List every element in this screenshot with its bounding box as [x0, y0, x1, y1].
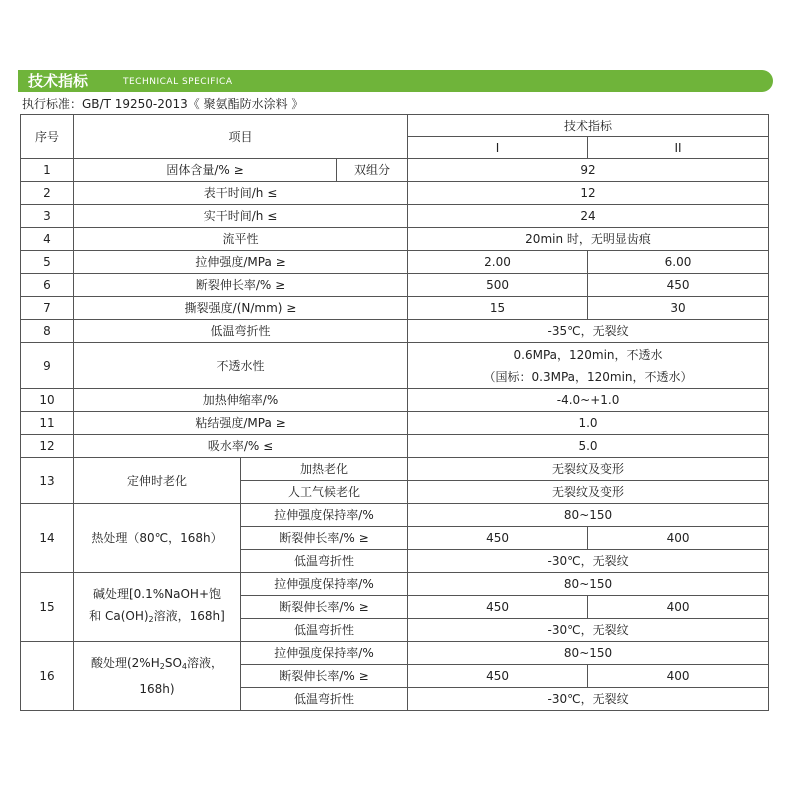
row-value: -30℃，无裂纹 — [408, 619, 769, 642]
row-item-line-2 — [74, 605, 240, 631]
row-no: 11 — [21, 412, 74, 435]
table-row — [21, 274, 769, 297]
row-no: 9 — [21, 343, 74, 389]
row-no: 8 — [21, 320, 74, 343]
row-value: 12 — [408, 182, 769, 205]
table-row — [21, 642, 769, 665]
row-no: 12 — [21, 435, 74, 458]
row-item: 断裂伸长率/% ≥ — [74, 274, 408, 297]
row-subitem: 人工气候老化 — [241, 481, 408, 504]
row-no: 13 — [21, 458, 74, 504]
row-subitem: 加热老化 — [241, 458, 408, 481]
row-value: 20min 时，无明显齿痕 — [408, 228, 769, 251]
row-item — [74, 642, 241, 711]
table-row — [21, 251, 769, 274]
row-value: -35℃，无裂纹 — [408, 320, 769, 343]
standard-line: 执行标准：GB/T 19250-2013《 聚氨酯防水涂料 》 — [22, 97, 304, 111]
row-no: 7 — [21, 297, 74, 320]
row-value: 80~150 — [408, 573, 769, 596]
row-value: 80~150 — [408, 642, 769, 665]
row-subitem: 断裂伸长率/% ≥ — [241, 527, 408, 550]
row-no: 14 — [21, 504, 74, 573]
row-item: 表干时间/h ≤ — [74, 182, 408, 205]
row-value-grade-1: 15 — [408, 297, 588, 320]
row-item-line-1 — [74, 652, 240, 678]
row-no: 15 — [21, 573, 74, 642]
row-value: -30℃，无裂纹 — [408, 550, 769, 573]
row-item: 加热伸缩率/% — [74, 389, 408, 412]
header-spec: 技术指标 — [408, 115, 769, 137]
row-no: 10 — [21, 389, 74, 412]
row-value-grade-2: 400 — [588, 527, 769, 550]
row-item: 撕裂强度/(N/mm) ≥ — [74, 297, 408, 320]
row-value-grade-2: 450 — [588, 274, 769, 297]
row-subitem: 拉伸强度保持率/% — [241, 504, 408, 527]
row-value: 1.0 — [408, 412, 769, 435]
row-value-grade-1: 500 — [408, 274, 588, 297]
section-banner — [18, 70, 773, 92]
row-subitem: 低温弯折性 — [241, 550, 408, 573]
header-grade-1: I — [408, 137, 588, 159]
header-row — [21, 115, 769, 137]
row-item: 拉伸强度/MPa ≥ — [74, 251, 408, 274]
row-subitem: 拉伸强度保持率/% — [241, 573, 408, 596]
row-item — [74, 573, 241, 642]
row-value-grade-1: 450 — [408, 596, 588, 619]
row-value: -4.0~+1.0 — [408, 389, 769, 412]
row-value: 5.0 — [408, 435, 769, 458]
row-value: 80~150 — [408, 504, 769, 527]
table-row — [21, 297, 769, 320]
row-value-grade-1: 2.00 — [408, 251, 588, 274]
row-subitem: 断裂伸长率/% ≥ — [241, 665, 408, 688]
row-subitem: 低温弯折性 — [241, 688, 408, 711]
row-no: 4 — [21, 228, 74, 251]
row-subitem: 拉伸强度保持率/% — [241, 642, 408, 665]
subscript: 4 — [181, 662, 187, 671]
row-subitem: 断裂伸长率/% ≥ — [241, 596, 408, 619]
row-item: 粘结强度/MPa ≥ — [74, 412, 408, 435]
table-row — [21, 504, 769, 527]
row-item-text: 和 Ca(OH) — [89, 609, 149, 623]
row-value: -30℃，无裂纹 — [408, 688, 769, 711]
table-row — [21, 458, 769, 481]
row-value-grade-2: 30 — [588, 297, 769, 320]
row-item-text: 溶液，168h] — [153, 609, 225, 623]
row-no: 2 — [21, 182, 74, 205]
section-subtitle: TECHNICAL SPECIFICA — [123, 77, 233, 87]
row-value-line-2: （国标：0.3MPa，120min，不透水） — [483, 369, 693, 384]
row-no: 5 — [21, 251, 74, 274]
spec-table — [20, 114, 769, 711]
table-row — [21, 573, 769, 596]
row-value: 92 — [408, 159, 769, 182]
row-value: 无裂纹及变形 — [408, 481, 769, 504]
table-row — [21, 389, 769, 412]
table-row — [21, 343, 769, 389]
subscript: 2 — [148, 615, 154, 624]
row-item: 不透水性 — [74, 343, 408, 389]
header-item: 项目 — [74, 115, 408, 159]
row-value-grade-2: 400 — [588, 596, 769, 619]
row-item: 吸水率/% ≤ — [74, 435, 408, 458]
row-item: 热处理（80℃，168h） — [74, 504, 241, 573]
row-no: 6 — [21, 274, 74, 297]
row-value-grade-1: 450 — [408, 665, 588, 688]
row-value-grade-1: 450 — [408, 527, 588, 550]
row-item: 流平性 — [74, 228, 408, 251]
row-item: 低温弯折性 — [74, 320, 408, 343]
table-row — [21, 228, 769, 251]
row-item-text: SO — [164, 656, 182, 670]
row-no: 16 — [21, 642, 74, 711]
row-value — [408, 343, 769, 389]
row-no: 3 — [21, 205, 74, 228]
row-value: 无裂纹及变形 — [408, 458, 769, 481]
row-value: 24 — [408, 205, 769, 228]
subscript: 2 — [159, 662, 165, 671]
table-row — [21, 205, 769, 228]
table-row — [21, 412, 769, 435]
row-no: 1 — [21, 159, 74, 182]
row-value-grade-2: 6.00 — [588, 251, 769, 274]
header-grade-2: II — [588, 137, 769, 159]
row-item-line-2: 168h) — [139, 682, 175, 696]
header-no: 序号 — [21, 115, 74, 159]
section-title: 技术指标 — [28, 72, 89, 90]
row-item: 实干时间/h ≤ — [74, 205, 408, 228]
table-row — [21, 159, 769, 182]
row-item: 固体含量/% ≥ — [74, 159, 337, 182]
table-row — [21, 435, 769, 458]
table-row — [21, 320, 769, 343]
row-subitem: 低温弯折性 — [241, 619, 408, 642]
row-item-line-1: 碱处理[0.1%NaOH+饱 — [92, 587, 222, 601]
row-item: 定伸时老化 — [74, 458, 241, 504]
row-item-text: 溶液， — [186, 656, 223, 670]
row-subitem: 双组分 — [337, 159, 408, 182]
table-row — [21, 182, 769, 205]
row-item-text: 酸处理(2%H — [90, 656, 160, 670]
row-value-line-1: 0.6MPa，120min，不透水 — [513, 347, 663, 362]
row-value-grade-2: 400 — [588, 665, 769, 688]
